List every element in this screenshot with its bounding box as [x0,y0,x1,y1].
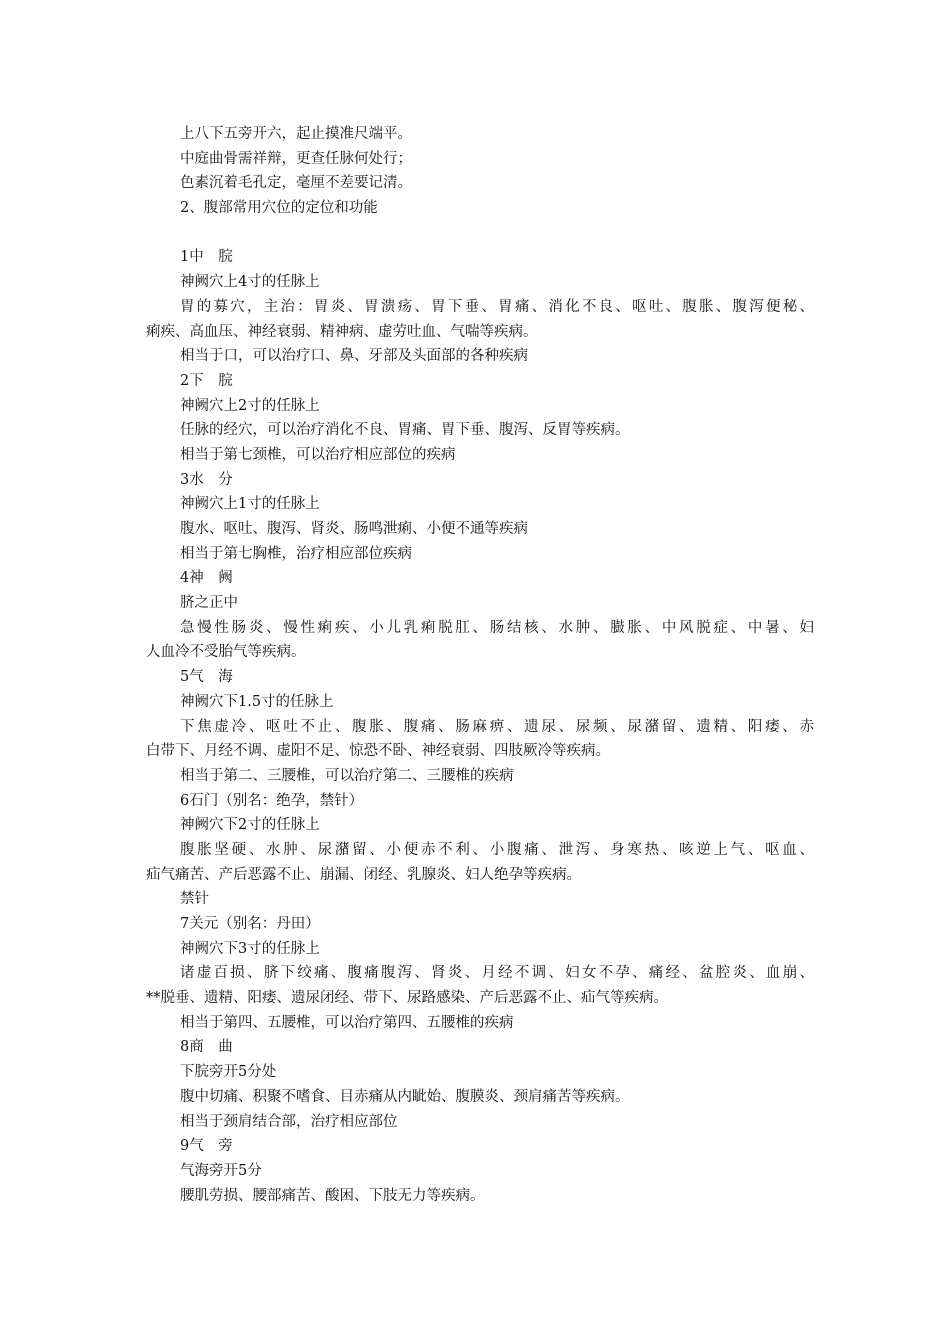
text-line: 脐之正中 [180,595,238,612]
text-line: 神阙穴下1.5寸的任脉上 [180,693,334,710]
text-line: 上八下五旁开六，起止摸准尺端平。 [180,126,412,142]
text-line: **脱垂、遗精、阳痿、遗尿闭经、带下、尿路感染、产后恶露不止、疝气等疾病。 [146,990,668,1007]
text-line: 色素沉着毛孔定，毫厘不差要记清。 [180,175,412,192]
text-line: 腹胀坚硬、水肿、尿潴留、小便赤不利、小腹痛、泄泻、身寒热、咳逆上气、呕血、 [180,841,814,858]
text-line: 痢疾、高血压、神经衰弱、精神病、虚劳吐血、气喘等疾病。 [146,323,538,340]
text-line: 下焦虚冷、呕吐不止、腹胀、腹痛、肠麻痹、遗尿、尿频、尿潴留、遗精、阳痿、赤 [180,718,814,735]
text-line: 相当于第四、五腰椎，可以治疗第四、五腰椎的疾病 [180,1014,514,1031]
text-line: 相当于口，可以治疗口、鼻、牙部及头面部的各种疾病 [180,348,528,365]
text-line: 神阙穴下2寸的任脉上 [180,817,320,834]
blank-line [146,221,814,246]
text-line: 诸虚百损、脐下绞痛、腹痛腹泻、肾炎、月经不调、妇女不孕、痛经、盆腔炎、血崩、 [180,965,814,982]
text-line: 中庭曲骨需祥辩，更查任脉何处行； [180,150,412,167]
text-line: 4神 阙 [180,570,233,587]
text-line: 5气 海 [180,669,233,686]
text-line: 急慢性肠炎、慢性痢疾、小儿乳痢脱肛、肠结核、水肿、臌胀、中风脱症、中暑、妇 [180,619,814,636]
text-line: 禁针 [180,891,209,908]
text-line: 2、腹部常用穴位的定位和功能 [180,200,378,217]
text-line: 白带下、月经不调、虚阳不足、惊恐不卧、神经衰弱、四肢厥冷等疾病。 [146,743,610,760]
text-line: 神阙穴上4寸的任脉上 [180,274,320,291]
text-line: 腹中切痛、积聚不嗜食、目赤痛从内眦始、腹膜炎、颈肩痛苦等疾病。 [180,1088,630,1105]
text-line: 腰肌劳损、腰部痛苦、酸困、下肢无力等疾病。 [180,1187,485,1204]
text-line: 下脘旁开5分处 [180,1064,277,1081]
text-line: 人血冷不受胎气等疾病。 [146,644,306,661]
text-line: 相当于第七颈椎，可以治疗相应部位的疾病 [180,446,456,463]
text-line: 8商 曲 [180,1039,233,1056]
text-line: 气海旁开5分 [180,1162,262,1179]
text-line: 任脉的经穴，可以治疗消化不良、胃痛、胃下垂、腹泻、反胃等疾病。 [180,422,630,439]
text-line: 9气 旁 [180,1138,233,1155]
text-line: 7关元（别名：丹田） [180,916,320,932]
document-body [146,122,814,1208]
text-line: 神阙穴上2寸的任脉上 [180,397,320,414]
text-line: 2下 脘 [180,372,233,389]
text-line: 3水 分 [180,471,233,488]
text-line: 胃的募穴，主治：胃炎、胃溃疡、胃下垂、胃痛、消化不良、呕吐、腹胀、腹泻便秘、 [180,298,814,315]
text-line: 相当于颈肩结合部，治疗相应部位 [180,1113,398,1130]
text-line: 疝气痛苦、产后恶露不止、崩漏、闭经、乳腺炎、妇人绝孕等疾病。 [146,866,581,883]
text-line: 相当于第二、三腰椎，可以治疗第二、三腰椎的疾病 [180,767,514,784]
text-line: 神阙穴下3寸的任脉上 [180,940,320,957]
text-line: 相当于第七胸椎，治疗相应部位疾病 [180,545,412,562]
text-line: 1中 脘 [180,249,233,266]
text-line: 神阙穴上1寸的任脉上 [180,496,320,513]
text-line: 腹水、呕吐、腹泻、肾炎、肠鸣泄痢、小便不通等疾病 [180,521,528,537]
text-line: 6石门（别名：绝孕，禁针） [180,792,364,809]
